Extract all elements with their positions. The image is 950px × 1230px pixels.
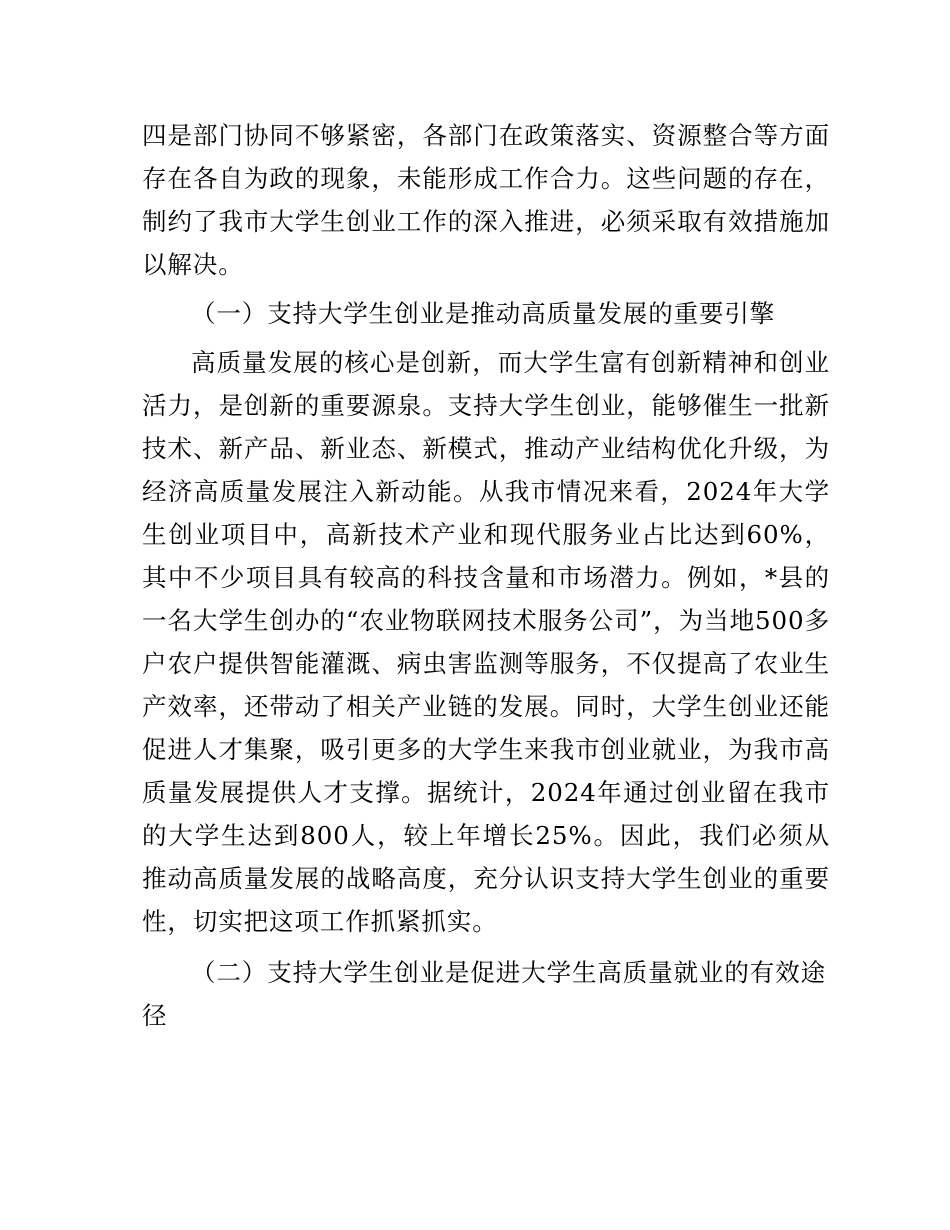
document-body bbox=[142, 114, 830, 1037]
paragraph-high-quality-development: 高质量发展的核心是创新，而大学生富有创新精神和创业活力，是创新的重要源泉。支持大学生创业，能够催生一批新技术、新产品、新业态、新模式，推动产业结构优化升级，为经济高质量发展注入新动能。从我市情况来看，2024年大学生创业项目中，高新技术产业和现代服务业占比达到60%，其中不少项目具有较高的科技含量和市场潜力。例如，*县的一名大学生创办的“农业物联网技术服务公司”，为当地500多户农户提供智能灌溉、病虫害监测等服务，不仅提高了农业生产效率，还带动了相关产业链的发展。同时，大学生创业还能促进人才集聚，吸引更多的大学生来我市创业就业，为我市高质量发展提供人才支撑。据统计，2024年通过创业留在我市的大学生达到800人，较上年增长25%。因此，我们必须从推动高质量发展的战略高度，充分认识支持大学生创业的重要性，切实把这项工作抓紧抓实。 bbox=[142, 348, 830, 936]
spacer bbox=[142, 943, 830, 951]
section-heading-two: （二）支持大学生创业是促进大学生高质量就业的有效途径 bbox=[142, 958, 826, 1030]
section-heading-one: （一）支持大学生创业是推动高质量发展的重要引擎 bbox=[191, 299, 776, 328]
paragraph-problem-four: 四是部门协同不够紧密，各部门在政策落实、资源整合等方面存在各自为政的现象，未能形成工作合力。这些问题的存在，制约了我市大学生创业工作的深入推进，必须采取有效措施加以解决。 bbox=[142, 121, 830, 279]
